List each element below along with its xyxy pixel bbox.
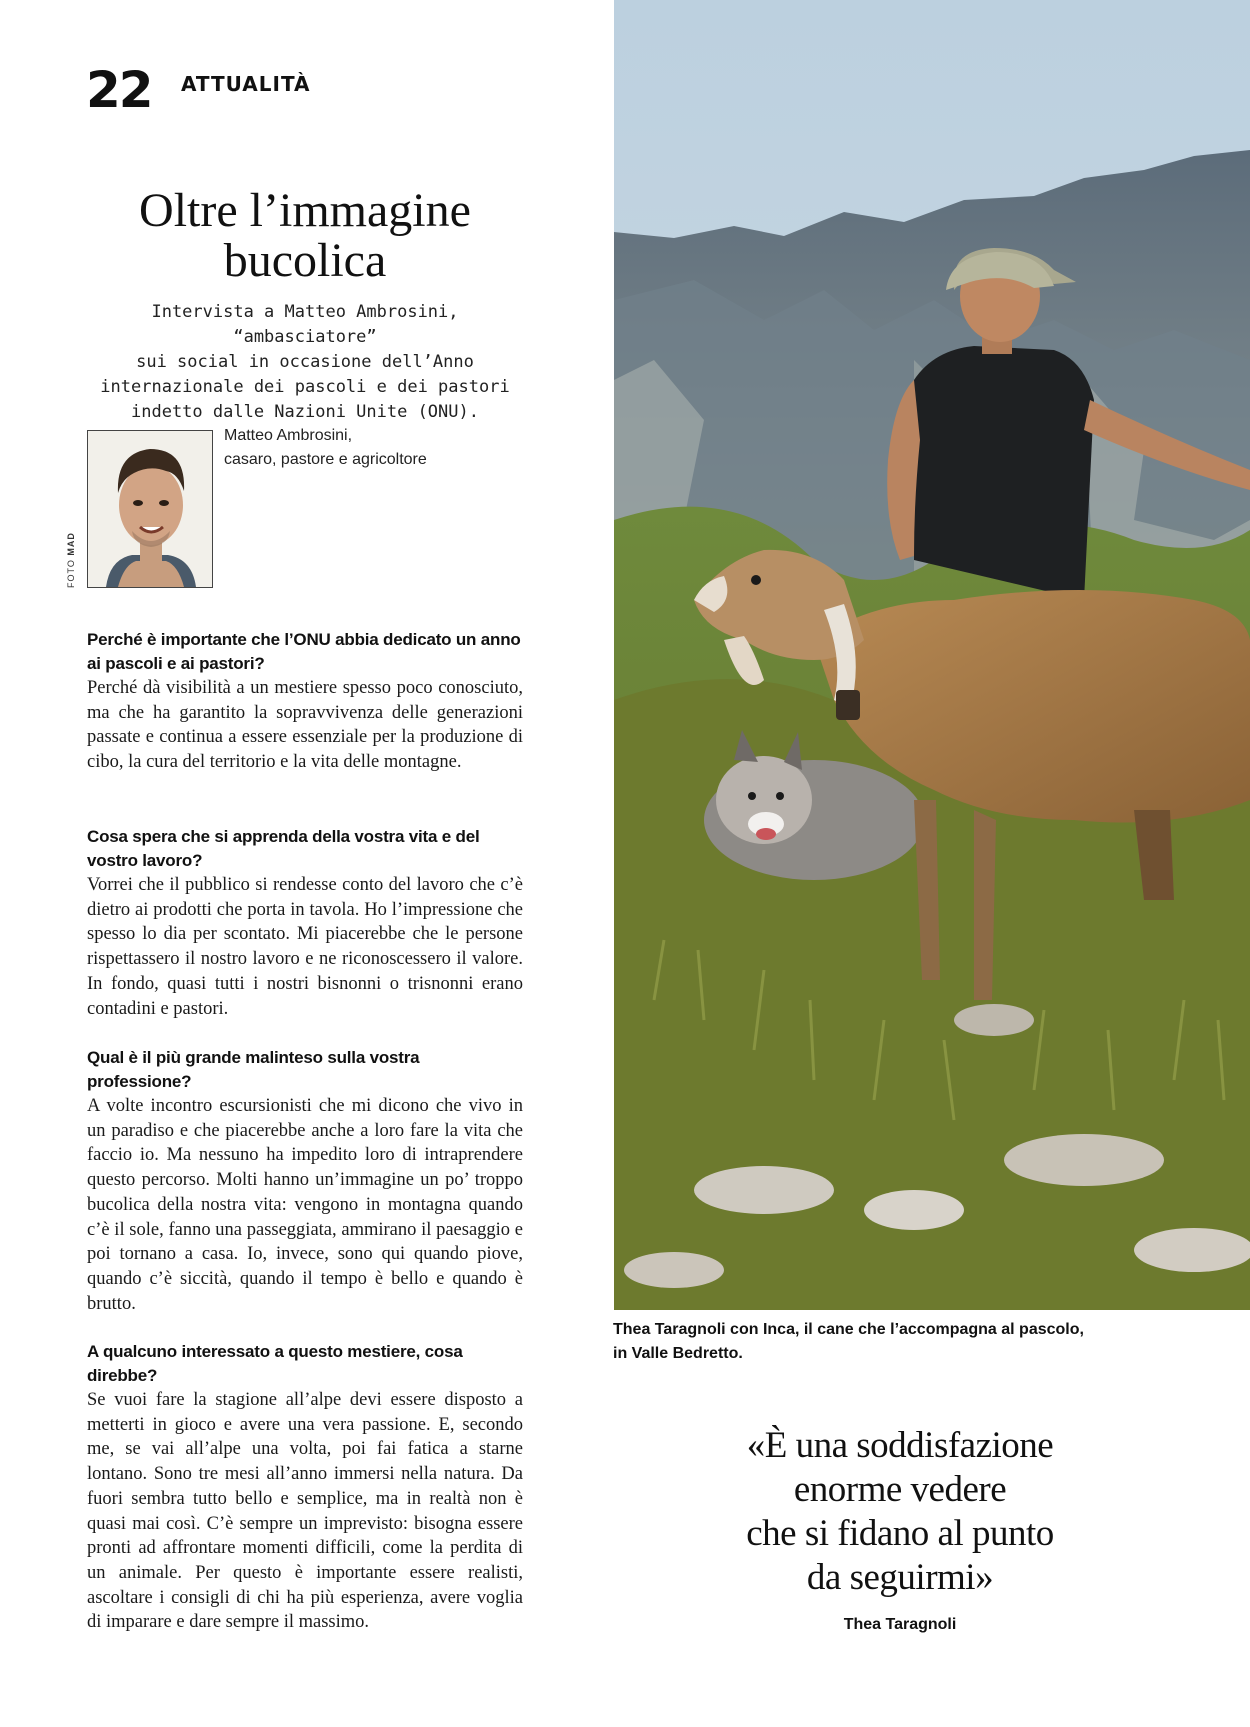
qa-question: A qualcuno interessato a questo mestiere, cosa direbbe?: [87, 1342, 463, 1385]
lede-line: sui social in occasione dell’Anno: [136, 352, 474, 372]
pull-quote-line: che si fidano al punto: [746, 1513, 1054, 1554]
qa-block: [87, 825, 523, 1021]
pull-quote-line: enorme vedere: [793, 1469, 1007, 1510]
article-title: [86, 186, 524, 286]
qa-question: Perché è importante che l’ONU abbia dedicato un anno ai pascoli e ai pastori?: [87, 630, 521, 673]
page-number: 22: [86, 61, 152, 119]
photo-caption: [613, 1318, 1113, 1366]
portrait-photo: [87, 430, 213, 588]
main-photo: [614, 0, 1250, 1310]
qa-block: [87, 628, 523, 775]
qa-question: Cosa spera che si apprenda della vostra vita e del vostro lavoro?: [87, 827, 480, 870]
photo-caption-line-1: Thea Taragnoli con Inca, il cane che l’accompagna al pascolo,: [613, 1321, 1084, 1338]
pull-quote-line: da seguirmi»: [806, 1557, 994, 1598]
photo-credit-name: MAD: [66, 532, 76, 556]
lede-line: internazionale dei pascoli e dei pastori: [100, 377, 510, 397]
portrait-caption-role: casaro, pastore e agricoltore: [224, 451, 427, 468]
qa-block: [87, 1340, 523, 1635]
article-lede: [86, 300, 524, 425]
article-title-line-1: Oltre l’immagine: [139, 184, 471, 237]
photo-credit-label: FOTO: [66, 559, 76, 588]
pull-quote: [720, 1424, 1080, 1600]
qa-question: Qual è il più grande malinteso sulla vostra professione?: [87, 1048, 420, 1091]
qa-answer: Se vuoi fare la stagione all’alpe devi essere disposto a metterti in gioco e avere una vera passione. E, secondo me, se vai all’alpe una volta, poi fai fatica a starne lontano. Sono tre mesi all’anno immersi nella natura. Da fuori sembra tutto bello e semplice, ma in realtà non è quasi mai così. C’è sempre un imprevisto: bisogna essere pronti ad affrontare momenti difficili, come la perdita di un animale. Per questo è importante essere realisti, ascoltare i consigli di chi ha più esperienza, avere voglia di imparare e dare sempre il massimo.: [87, 1390, 523, 1633]
portrait-illustration: [88, 431, 212, 587]
qa-answer: Perché dà visibilità a un mestiere spesso poco conosciuto, ma che ha garantito la sopravvivenza delle generazioni passate e continua a essere essenziale per la produzione di cibo, la cura del territorio e la vita delle montagne.: [87, 678, 523, 773]
photo-caption-line-2: in Valle Bedretto.: [613, 1345, 743, 1362]
pull-quote-line: «È una soddisfazione: [746, 1425, 1054, 1466]
alpine-scene-illustration: [614, 0, 1250, 1310]
qa-block: [87, 1046, 523, 1316]
photo-credit: [66, 532, 76, 588]
qa-answer: Vorrei che il pubblico si rendesse conto del lavoro che c’è dietro ai prodotti che porta in tavola. Ho l’impressione che spesso lo dia per scontato. Mi piacerebbe che le persone rispettassero il nostro lavoro e ne riconoscessero il valore. In fondo, quasi tutti i nostri bisnonni o trisnonni erano contadini e pastori.: [87, 875, 523, 1019]
lede-line: Intervista a Matteo Ambrosini, “ambasciatore”: [151, 302, 459, 347]
qa-answer: A volte incontro escursionisti che mi dicono che vivo in un paradiso e che piacerebbe anche a loro fare la vita che faccio io. Ma nessuno ha impedito loro di intraprendere questo percorso. Molti hanno un’immagine un po’ troppo bucolica della nostra vita: vengono in montagna quando c’è il sole, fanno una passeggiata, ammirano il paesaggio e poi tornano a casa. Io, invece, sono qui quando piove, quando c’è siccità, quando il tempo è bello e quando è brutto.: [87, 1096, 523, 1314]
pull-quote-attribution: Thea Taragnoli: [843, 1616, 957, 1633]
section-label: ATTUALITÀ: [181, 72, 311, 96]
lede-line: indetto dalle Nazioni Unite (ONU).: [131, 402, 479, 422]
portrait-caption: [224, 424, 427, 472]
portrait-caption-name: Matteo Ambrosini,: [224, 427, 353, 444]
article-title-line-2: bucolica: [223, 234, 387, 287]
